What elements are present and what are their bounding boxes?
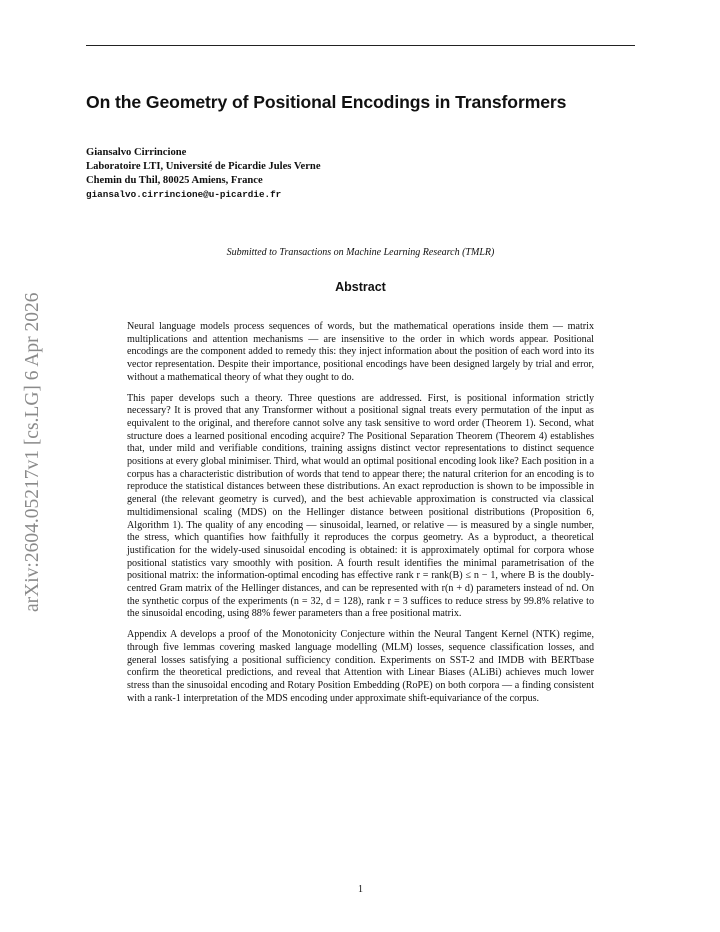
author-email[interactable]: giansalvo.cirrincione@u-picardie.fr bbox=[86, 189, 282, 200]
abstract-heading: Abstract bbox=[335, 280, 386, 294]
author-affiliation: Laboratoire LTI, Université de Picardie Jules Verne bbox=[86, 161, 321, 172]
abstract-body bbox=[127, 321, 594, 713]
submission-note: Submitted to Transactions on Machine Learning Research (TMLR) bbox=[226, 247, 495, 258]
abstract-paragraph: This paper develops such a theory. Three questions are addressed. First, is positional information strictly necessary? It is proved that any Transformer without a positional signal treats every permutation of the input as equivalent to the original, and therefore cannot solve any task sensitive to word order (Theorem 1). Second, what structure does a learned positional encoding acquire? The Positional Separation Theorem (Theorem 4) establishes that, under mild and verifiable conditions, training assigns distinct vector representations to distinct sequence positions at every global minimiser. Third, what would an optimal positional encoding look like? Each position in a corpus has a characteristic distribution of words that tend to appear there; the natural criterion for an encoding is to reproduce the statistical distances between these distributions. An exact reproduction is shown to be impossible in general (the relevant geometry is curved), and the best achievable approximation is constructed via classical multidimensional scaling (MDS) on the Hellinger distance between positional distributions (Proposition 6, Algorithm 1). The quality of any encoding — sinusoidal, learned, or relative — is measured by a single number, the stress, which quantifies how faithfully it reproduces the corpus geometry. As a byproduct, a theoretical justification for the widely-used sinusoidal encoding is obtained: it is approximately optimal for corpora whose positional statistics vary smoothly with position. A fourth result identifies the minimal parametrisation of the positional matrix: the information-optimal encoding has effective rank r = rank(B) ≤ n − 1, where B is the doubly-centred Gram matrix of the Hellinger distances, and can be represented with r(n + d) parameters instead of nd. On the synthetic corpus of the experiments (n = 32, d = 128), rank r = 3 suffices to reduce stress by 99.8% relative to the sinusoidal encoding, using 88% fewer parameters than a free positional matrix. bbox=[127, 392, 594, 620]
header-rule bbox=[86, 45, 635, 46]
arxiv-stamp: arXiv:2604.05217v1 [cs.LG] 6 Apr 2026 bbox=[22, 292, 43, 612]
abstract-paragraph: Neural language models process sequences of words, but the mathematical operations inside them — matrix multiplications and attention mechanisms — are insensitive to the order in which words appear. Positional encodings are the component added to remedy this: they inject information about the position of each word into its vector representation. Despite their importance, positional encodings have been designed largely by trial and error, without a mathematical theory of what they ought to do. bbox=[127, 321, 594, 383]
author-block bbox=[86, 146, 546, 202]
page-number: 1 bbox=[358, 884, 363, 895]
author-address: Chemin du Thil, 80025 Amiens, France bbox=[86, 175, 263, 186]
abstract-paragraph: Appendix A develops a proof of the Monotonicity Conjecture within the Neural Tangent Kernel (NTK) regime, through five lemmas covering masked language modelling (MLM) losses, sequence classification losses, and general losses satisfying a positional sufficiency condition. Experiments on SST-2 and IMDB with BERTbase confirm the theoretical predictions, and reveal that Attention with Linear Biases (ALiBi) achieves much lower stress than the sinusoidal encoding and Rotary Position Embedding (RoPE) on both corpora — a finding consistent with a rank-1 interpretation of the MDS encoding under approximate shift-equivariance of the corpus. bbox=[127, 629, 594, 704]
paper-title: On the Geometry of Positional Encodings in Transformers bbox=[86, 92, 567, 112]
author-name: Giansalvo Cirrincione bbox=[86, 147, 187, 158]
